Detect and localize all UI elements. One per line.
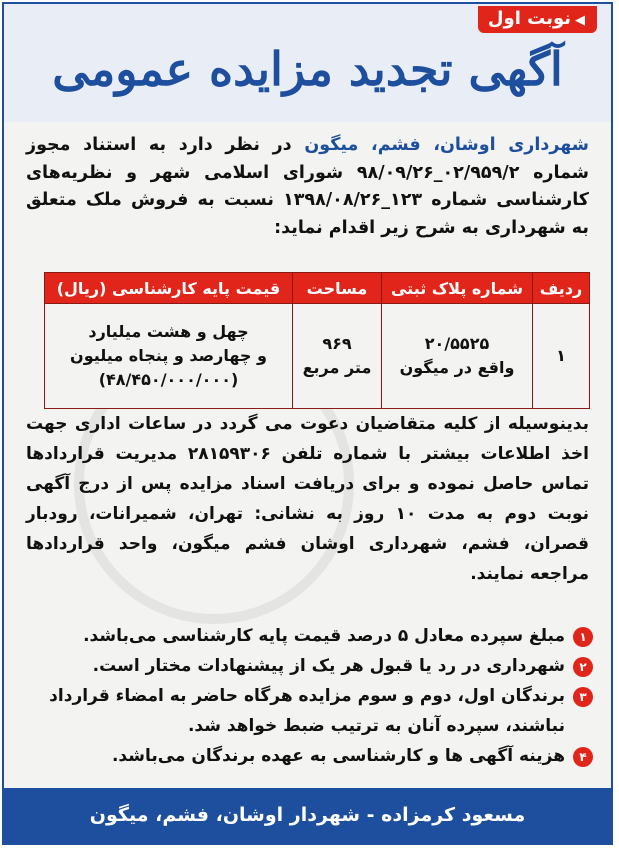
list-item — [26, 741, 593, 771]
list-item-text: شهرداری در رد یا قبول هر یک از پیشنهادات مختار است. — [92, 656, 565, 676]
cell-row-index: ۱ — [533, 304, 590, 409]
instructions-paragraph: بدینوسیله از کلیه متقاضیان دعوت می گردد در ساعات اداری جهت اخذ اطلاعات بیشتر با شماره تلفن ۲۸۱۵۹۳۰۶ مدیریت قراردادها تماس حاصل نموده و برای دریافت اسناد مزایده پس از درج آگهی نوبت دوم به مدت ۱۰ روز به نشانی: تهران، شمیرانات، رودبار قصران، فشم، شهرداری اوشان فشم میگون، واحد قراردادها مراجعه نمایند. — [26, 414, 589, 584]
cell-price — [45, 304, 293, 409]
header-row-index: ردیف — [533, 273, 590, 304]
organization-name: شهرداری اوشان، فشم، میگون — [304, 135, 589, 155]
signature-footer: مسعود کرمزاده - شهردار اوشان، فشم، میگون — [4, 788, 611, 843]
property-table — [44, 272, 590, 409]
list-item-text: هزینه آگهی ها و کارشناسی به عهده برندگان می‌باشد. — [111, 746, 565, 766]
publication-round-badge — [478, 6, 597, 33]
list-item — [26, 621, 593, 651]
cell-plate — [382, 304, 533, 409]
header-base-price: قیمت پایه کارشناسی (ریال) — [45, 273, 293, 304]
plate-number: ۲۰/۵۵۲۵ — [424, 334, 490, 353]
intro-text: در نظر دارد به استناد مجوز شماره ۰۲/۹۵۹/۲_۹۸/۰۹/۲۶ شورای اسلامی شهر و نظریه‌های کارشناسی شماره ۱۲۳_۱۳۹۸/۰۸/۲۶ نسبت به فروش ملک متعلق به شهرداری به شرح زیر اقدام نماید: — [26, 135, 590, 238]
number-badge-icon: ۴ — [573, 747, 593, 767]
notice-title: آگهی تجدید مزایده عمومی — [52, 42, 563, 96]
price-digits: (۴۸/۴۵۰/۰۰۰/۰۰۰) — [98, 370, 239, 389]
area-unit: متر مربع — [302, 358, 372, 377]
header-area: مساحت — [293, 273, 382, 304]
number-badge-icon: ۲ — [573, 657, 593, 677]
number-badge-icon: ۱ — [573, 627, 593, 647]
intro-paragraph — [26, 132, 589, 242]
header-plate-number: شماره پلاک ثبتی — [382, 273, 533, 304]
plate-location: واقع در میگون — [399, 358, 515, 377]
price-words-line-2: و چهارصد و پنجاه میلیون — [70, 346, 267, 365]
table-row — [45, 304, 590, 409]
table-header-row — [45, 273, 590, 304]
price-words-line-1: چهل و هشت میلیارد — [88, 322, 249, 341]
notice-frame — [2, 2, 613, 845]
conditions-list — [26, 621, 593, 771]
arrow-left-icon: ◀ — [575, 13, 585, 28]
notice-header — [4, 4, 611, 122]
cell-area — [293, 304, 382, 409]
list-item — [26, 651, 593, 681]
list-item-text: برندگان اول، دوم و سوم مزایده هرگاه حاضر به امضاء قرارداد نباشند، سپرده آنان به ترتیب ضبط خواهد شد. — [49, 686, 565, 736]
publication-round-label: نوبت اول — [487, 8, 571, 29]
list-item — [26, 681, 593, 741]
list-item-text: مبلغ سپرده معادل ۵ درصد قیمت پایه کارشناسی می‌باشد. — [83, 626, 565, 646]
area-value: ۹۶۹ — [322, 334, 352, 353]
number-badge-icon: ۳ — [573, 687, 593, 707]
